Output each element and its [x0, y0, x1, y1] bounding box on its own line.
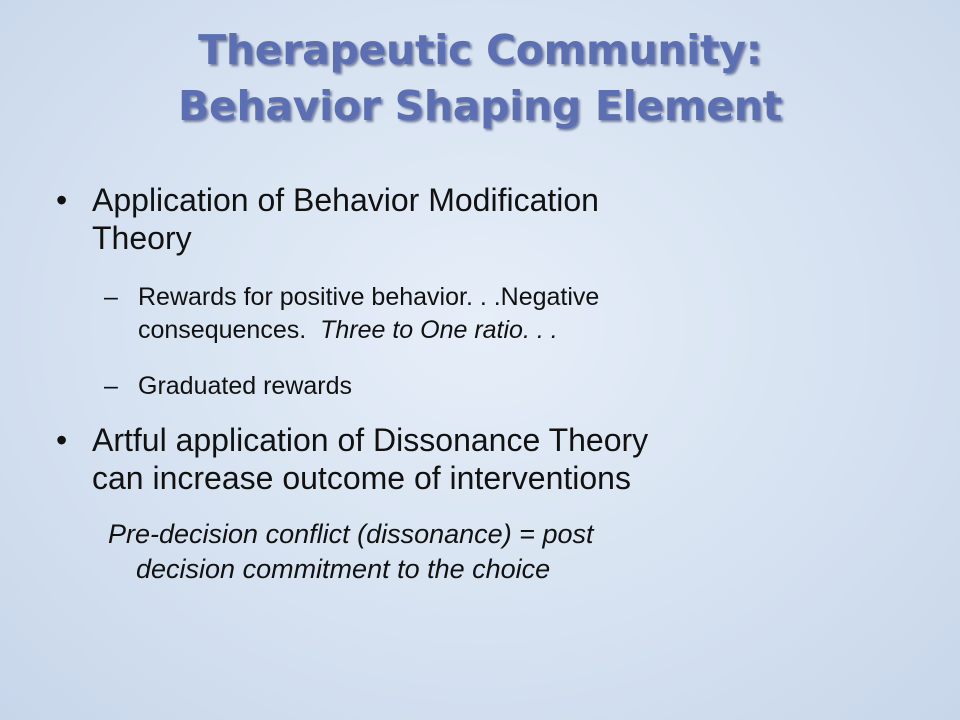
bullet-1-line-1: Application of Behavior Modification	[92, 182, 599, 218]
sub-1-line-2	[138, 314, 878, 347]
bullet-2-line-1: Artful application of Dissonance Theory	[92, 422, 649, 458]
bullet-icon: •	[56, 422, 68, 458]
sub-bullet-graduated	[104, 370, 878, 403]
bullet-behavior-modification	[56, 181, 892, 257]
note-line-1: Pre-decision conflict (dissonance) = post	[108, 519, 594, 549]
bullet-dissonance-theory	[56, 421, 892, 497]
sub-1-line-2-italic: Three to One ratio. . .	[320, 316, 558, 344]
bullet-1-line-2: Theory	[92, 220, 192, 256]
title-line-2: Behavior Shaping Element	[178, 82, 782, 130]
slide-title	[0, 22, 960, 134]
sub-1-line-2-plain: consequences.	[138, 316, 321, 344]
bullet-2-line-2: can increase outcome of interventions	[92, 460, 631, 496]
note-pre-decision	[108, 517, 868, 587]
sub-bullet-rewards	[104, 281, 878, 347]
note-line-2: decision commitment to the choice	[136, 554, 551, 584]
title-line-1: Therapeutic Community:	[198, 26, 762, 74]
dash-icon: –	[104, 372, 118, 400]
sub-2-line-1: Graduated rewards	[138, 372, 353, 400]
bullet-icon: •	[56, 182, 68, 218]
dash-icon: –	[104, 283, 118, 311]
sub-1-line-1: Rewards for positive behavior. . .Negative	[138, 283, 600, 311]
